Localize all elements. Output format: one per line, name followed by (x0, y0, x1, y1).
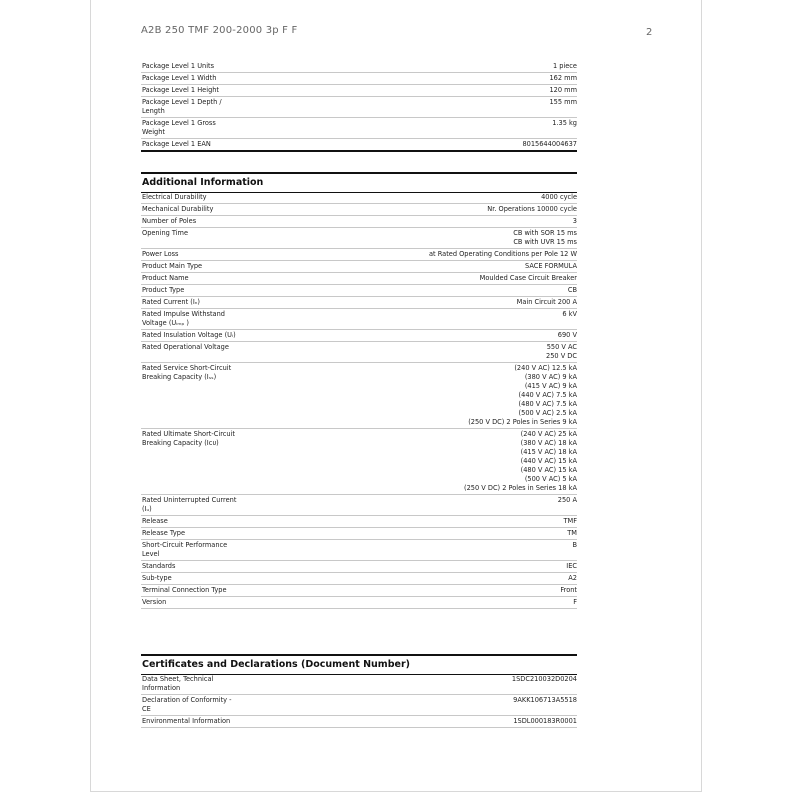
row-label: Release Type (142, 529, 186, 537)
row-value-line: 1 piece (552, 62, 577, 70)
row-value (240, 562, 577, 571)
row-label: Package Level 1 Gross Weight (142, 119, 216, 136)
row-value (240, 331, 577, 340)
additional-information-heading: Additional Information (141, 172, 577, 193)
row-value (240, 310, 577, 319)
row-value-line: (380 V AC) 18 kA (520, 439, 577, 447)
row-label: Product Name (142, 274, 189, 282)
row-value-line: F (573, 598, 577, 606)
row-value (240, 262, 577, 271)
row-value (240, 274, 577, 283)
certificates-table (141, 674, 577, 728)
table-row (141, 249, 577, 261)
row-value-line: 550 V AC (546, 343, 577, 351)
table-row (141, 61, 577, 73)
row-value-line: 9AKK106713A5518 (513, 696, 577, 704)
table-row (141, 216, 577, 228)
row-label: Rated Operational Voltage (142, 343, 229, 351)
table-row (141, 342, 577, 363)
row-value-line: (440 V AC) 7.5 kA (518, 391, 577, 399)
table-row (141, 363, 577, 429)
row-label: Package Level 1 Depth / Length (142, 98, 222, 115)
row-value (240, 98, 577, 107)
row-value (240, 343, 577, 361)
row-label: Package Level 1 EAN (142, 140, 211, 148)
row-value-line: 1SDC210032D0204 (511, 675, 577, 683)
row-label: Package Level 1 Units (142, 62, 215, 70)
table-row (141, 118, 577, 139)
table-row (141, 585, 577, 597)
table-row (141, 674, 577, 695)
row-value (240, 140, 577, 149)
row-value-line: Front (560, 586, 577, 594)
table-row (141, 561, 577, 573)
row-value-line: CB with UVR 15 ms (513, 238, 577, 246)
row-value-line: at Rated Operating Conditions per Pole 12 W (429, 250, 577, 258)
table-row (141, 97, 577, 118)
row-value-line: IEC (566, 562, 577, 570)
row-value (240, 250, 577, 259)
row-value-line: 1.35 kg (552, 119, 577, 127)
row-value-line: 120 mm (549, 86, 577, 94)
row-value-line: (415 V AC) 9 kA (524, 382, 577, 390)
row-value-line: (500 V AC) 5 kA (524, 475, 577, 483)
row-value (240, 74, 577, 83)
row-value-line: Moulded Case Circuit Breaker (479, 274, 577, 282)
row-value (240, 286, 577, 295)
table-row (141, 540, 577, 561)
row-value (240, 430, 577, 493)
row-value-line: (440 V AC) 15 kA (520, 457, 577, 465)
row-value-line: A2 (568, 574, 577, 582)
row-label: Rated Service Short-Circuit Breaking Capacity (Iₛₛ) (142, 364, 232, 381)
row-value-line: (480 V AC) 15 kA (520, 466, 577, 474)
row-value-line: 8015644004637 (522, 140, 577, 148)
row-value-line: (380 V AC) 9 kA (524, 373, 577, 381)
table-row (141, 429, 577, 495)
table-row (141, 516, 577, 528)
table-row (141, 695, 577, 716)
row-label: Rated Insulation Voltage (Uᵢ) (142, 331, 236, 339)
row-value-line: SACE FORMULA (525, 262, 577, 270)
row-value-line: 1SDL000183R0001 (513, 717, 577, 725)
row-value (240, 86, 577, 95)
row-value-line: (480 V AC) 7.5 kA (518, 400, 577, 408)
row-label: Declaration of Conformity - CE (142, 696, 232, 713)
row-value (240, 529, 577, 538)
row-value-line: B (572, 541, 577, 549)
row-value-line: CB (567, 286, 577, 294)
row-value-line: 250 A (557, 496, 577, 504)
row-value-line: Main Circuit 200 A (516, 298, 577, 306)
row-value-line: 690 V (557, 331, 577, 339)
row-value (240, 193, 577, 202)
row-value (240, 298, 577, 307)
table-row (141, 228, 577, 249)
row-value (240, 364, 577, 427)
table-row (141, 495, 577, 516)
row-value-line: 250 V DC (546, 352, 577, 360)
row-value (240, 586, 577, 595)
row-value (240, 217, 577, 226)
row-label: Data Sheet, Technical Information (142, 675, 214, 692)
row-label: Package Level 1 Width (142, 74, 217, 82)
row-value (240, 62, 577, 71)
row-value (240, 496, 577, 505)
row-label: Product Type (142, 286, 185, 294)
row-label: Mechanical Durability (142, 205, 214, 213)
row-label: Short-Circuit Performance Level (142, 541, 228, 558)
table-row (141, 261, 577, 273)
row-value-line: 3 (572, 217, 577, 225)
table-row (141, 573, 577, 585)
row-value-line: 4000 cycle (541, 193, 577, 201)
row-value (240, 574, 577, 583)
row-value-line: CB with SOR 15 ms (513, 229, 577, 237)
row-value (240, 598, 577, 607)
row-value-line: TM (567, 529, 577, 537)
table-row (141, 273, 577, 285)
row-value (240, 517, 577, 526)
row-value-line: Nr. Operations 10000 cycle (487, 205, 577, 213)
row-value (240, 696, 577, 705)
row-value (240, 119, 577, 128)
table-row (141, 192, 577, 204)
row-label: Version (142, 598, 167, 606)
row-label: Rated Ultimate Short-Circuit Breaking Capacity (Iᴄᴜ) (142, 430, 235, 447)
table-row (141, 85, 577, 97)
table-row (141, 330, 577, 342)
table-row (141, 716, 577, 728)
table-row (141, 309, 577, 330)
document-title: A2B 250 TMF 200-2000 3p F F (141, 25, 298, 36)
row-value-line: (240 V AC) 12.5 kA (514, 364, 577, 372)
row-value-line: (250 V DC) 2 Poles in Series 18 kA (464, 484, 577, 492)
certificates-heading: Certificates and Declarations (Document Number) (141, 654, 577, 675)
additional-information-table (141, 192, 577, 609)
row-label: Release (142, 517, 168, 525)
row-value-line: (415 V AC) 18 kA (520, 448, 577, 456)
row-label: Terminal Connection Type (142, 586, 227, 594)
table-row (141, 73, 577, 85)
row-value (240, 675, 577, 684)
table-row (141, 139, 577, 152)
row-label: Standards (142, 562, 176, 570)
row-label: Sub-type (142, 574, 172, 582)
row-label: Power Loss (142, 250, 179, 258)
row-value (240, 205, 577, 214)
row-label: Rated Impulse Withstand Voltage (Uᵢₘₚ ) (142, 310, 225, 327)
row-label: Rated Uninterrupted Current (Iᵤ) (142, 496, 237, 513)
row-label: Opening Time (142, 229, 189, 237)
row-value-line: (240 V AC) 25 kA (520, 430, 577, 438)
package-table (141, 61, 577, 152)
row-value-line: TMF (563, 517, 577, 525)
row-label: Package Level 1 Height (142, 86, 220, 94)
row-value-line: (250 V DC) 2 Poles in Series 9 kA (468, 418, 577, 426)
row-label: Rated Current (Iₙ) (142, 298, 200, 306)
row-value-line: (500 V AC) 2.5 kA (518, 409, 577, 417)
row-label: Electrical Durability (142, 193, 207, 201)
table-row (141, 528, 577, 540)
row-value (240, 717, 577, 726)
table-row (141, 297, 577, 309)
row-value-line: 6 kV (562, 310, 577, 318)
table-row (141, 204, 577, 216)
row-label: Number of Poles (142, 217, 197, 225)
row-value-line: 155 mm (549, 98, 577, 106)
table-row (141, 597, 577, 609)
table-row (141, 285, 577, 297)
row-label: Product Main Type (142, 262, 203, 270)
row-value-line: 162 mm (549, 74, 577, 82)
row-value (240, 541, 577, 550)
row-label: Environmental Information (142, 717, 231, 725)
row-value (240, 229, 577, 247)
page-number: 2 (646, 27, 653, 38)
